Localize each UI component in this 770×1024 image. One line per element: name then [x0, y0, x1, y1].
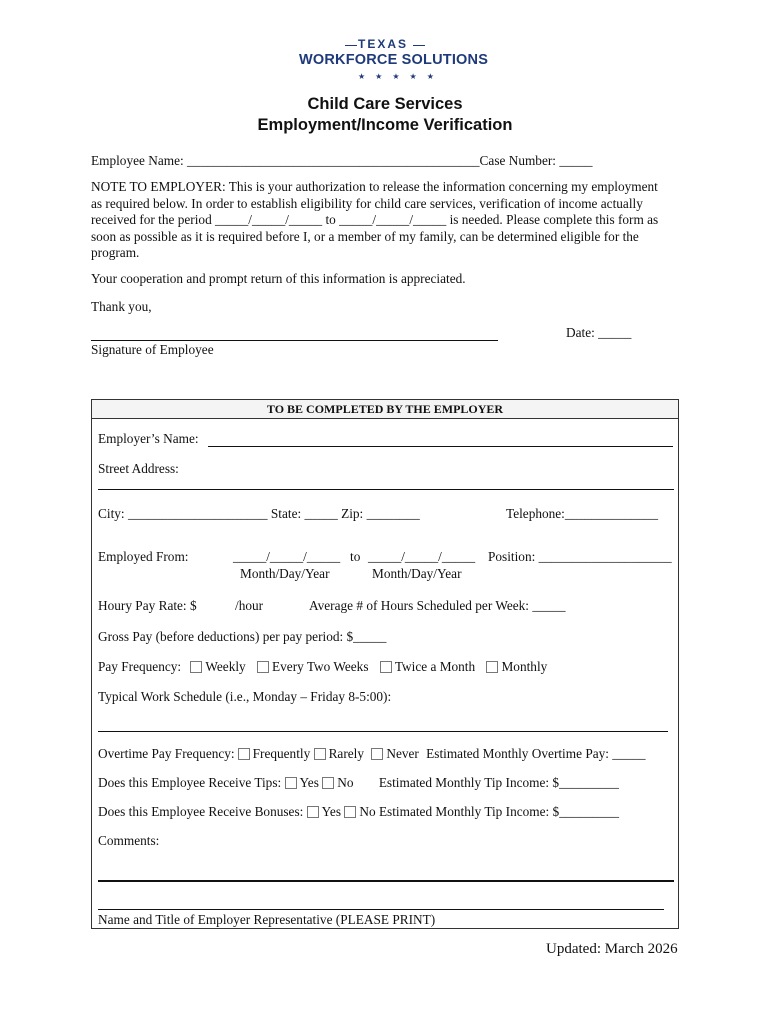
- comments-label: Comments:: [98, 833, 160, 848]
- pay-biweekly-label: Every Two Weeks: [272, 659, 369, 674]
- signature-date: [566, 325, 631, 341]
- note-to-employer: NOTE TO EMPLOYER: This is your authorization to release the information concerning my employment as required below. In order to establish eligibility for child care services, verification of income actually received for the period _____/_____/_____ to _____/_____/_____ is needed. Please complete this form as soon as possible as it is required before I, or a member of my family, can be determined eligible for the program.: [91, 179, 659, 260]
- tips-no-checkbox[interactable]: [322, 777, 334, 789]
- to-date-format: Month/Day/Year: [372, 566, 462, 581]
- case-number-field[interactable]: _____: [559, 153, 593, 168]
- position-field[interactable]: ____________________: [538, 549, 672, 564]
- street-address-field[interactable]: [98, 489, 674, 490]
- bonuses-estimate-field[interactable]: _________: [559, 804, 620, 819]
- per-hour-label: /hour: [235, 598, 264, 613]
- overtime-label: Overtime Pay Frequency:: [98, 746, 235, 761]
- signature-date-label: Date:: [566, 325, 595, 340]
- employer-section-header: TO BE COMPLETED BY THE EMPLOYER: [92, 400, 678, 419]
- page-title: Child Care Services: [307, 95, 463, 113]
- bonuses-yes-label: Yes: [321, 804, 342, 819]
- position-row: [488, 549, 672, 565]
- overtime-estimate-field[interactable]: _____: [612, 746, 646, 761]
- representative-label: Name and Title of Employer Representative (PLEASE PRINT): [98, 912, 436, 927]
- cooperation-text: Your cooperation and prompt return of this information is appreciated.: [91, 271, 466, 286]
- logo-top-text: TEXAS: [358, 37, 409, 51]
- city-field[interactable]: _____________________: [127, 506, 268, 521]
- bonuses-label: Does this Employee Receive Bonuses:: [98, 804, 304, 819]
- logo-dash-right: [413, 45, 425, 46]
- employer-name-label: Employer’s Name:: [98, 431, 199, 446]
- tips-label: Does this Employee Receive Tips:: [98, 775, 282, 790]
- from-date-format: Month/Day/Year: [240, 566, 330, 581]
- bonuses-no-checkbox[interactable]: [344, 806, 356, 818]
- employed-to-label: to: [350, 549, 361, 564]
- thank-you-text: Thank you,: [91, 299, 152, 314]
- employee-name-field[interactable]: ____________________________________________: [187, 153, 480, 168]
- telephone-field[interactable]: ______________: [564, 506, 658, 521]
- representative-field[interactable]: [98, 909, 664, 910]
- tips-row: [98, 775, 619, 791]
- bonuses-no-label: No: [359, 804, 376, 819]
- tips-no-label: No: [337, 775, 354, 790]
- employee-name-row: [91, 153, 593, 169]
- gross-pay-row: [98, 629, 386, 645]
- overtime-row: [98, 746, 646, 762]
- page-subtitle: Employment/Income Verification: [257, 116, 513, 134]
- zip-label: Zip:: [341, 506, 364, 521]
- city-label: City:: [98, 506, 125, 521]
- overtime-never-label: Never: [386, 746, 419, 761]
- case-number-label: Case Number:: [479, 153, 556, 168]
- pay-frequency-label: Pay Frequency:: [98, 659, 182, 674]
- signature-label: Signature of Employee: [91, 342, 214, 357]
- bonuses-estimate-label: Estimated Monthly Tip Income: $: [378, 804, 560, 819]
- position-label: Position:: [488, 549, 536, 564]
- employee-name-label: Employee Name:: [91, 153, 184, 168]
- logo-stars-icon: ★ ★ ★ ★ ★: [358, 72, 438, 81]
- pay-weekly-label: Weekly: [205, 659, 246, 674]
- state-field[interactable]: _____: [304, 506, 338, 521]
- typical-schedule-label: Typical Work Schedule (i.e., Monday – Friday 8-5:00):: [98, 689, 392, 704]
- overtime-frequently-checkbox[interactable]: [238, 748, 250, 760]
- employed-from-field[interactable]: _____/_____/_____: [233, 549, 341, 564]
- street-address-label: Street Address:: [98, 461, 179, 476]
- overtime-frequently-label: Frequently: [252, 746, 311, 761]
- hourly-rate-label: Houry Pay Rate: $: [98, 598, 197, 613]
- signature-date-field[interactable]: _____: [598, 325, 632, 340]
- bonuses-yes-checkbox[interactable]: [307, 806, 319, 818]
- avg-hours-field[interactable]: _____: [532, 598, 566, 613]
- overtime-never-checkbox[interactable]: [371, 748, 383, 760]
- tips-estimate-label: Estimated Monthly Tip Income: $: [378, 775, 560, 790]
- avg-hours-row: [309, 598, 566, 614]
- gross-pay-label: Gross Pay (before deductions) per pay period:: [98, 629, 344, 644]
- telephone-row: [506, 506, 658, 522]
- state-label: State:: [270, 506, 302, 521]
- logo-dash-left: [345, 45, 357, 46]
- pay-biweekly-checkbox[interactable]: [257, 661, 269, 673]
- tips-yes-checkbox[interactable]: [285, 777, 297, 789]
- overtime-estimate-label: Estimated Monthly Overtime Pay:: [426, 746, 609, 761]
- pay-twice-month-checkbox[interactable]: [380, 661, 392, 673]
- overtime-rarely-label: Rarely: [328, 746, 365, 761]
- typical-schedule-field[interactable]: [98, 731, 668, 732]
- updated-date: Updated: March 2026: [546, 941, 678, 957]
- avg-hours-label: Average # of Hours Scheduled per Week:: [309, 598, 529, 613]
- city-state-zip-row: [98, 506, 420, 522]
- bonuses-row: [98, 804, 619, 820]
- pay-weekly-checkbox[interactable]: [190, 661, 202, 673]
- signature-line[interactable]: [91, 340, 498, 341]
- pay-frequency-row: [98, 659, 547, 675]
- zip-field[interactable]: ________: [366, 506, 420, 521]
- employed-to-field[interactable]: _____/_____/_____: [368, 549, 476, 564]
- telephone-label: Telephone:: [506, 506, 565, 521]
- pay-twice-month-label: Twice a Month: [394, 659, 476, 674]
- tips-estimate-field[interactable]: _________: [559, 775, 619, 790]
- comments-field[interactable]: [98, 880, 674, 882]
- overtime-rarely-checkbox[interactable]: [314, 748, 326, 760]
- employer-name-field[interactable]: [208, 446, 673, 447]
- pay-monthly-label: Monthly: [501, 659, 548, 674]
- gross-pay-field[interactable]: $_____: [346, 629, 387, 644]
- tips-yes-label: Yes: [299, 775, 319, 790]
- logo-main-text: WORKFORCE SOLUTIONS: [299, 52, 489, 68]
- employer-section: [91, 399, 679, 929]
- pay-monthly-checkbox[interactable]: [486, 661, 498, 673]
- employed-from-label: Employed From:: [98, 549, 189, 564]
